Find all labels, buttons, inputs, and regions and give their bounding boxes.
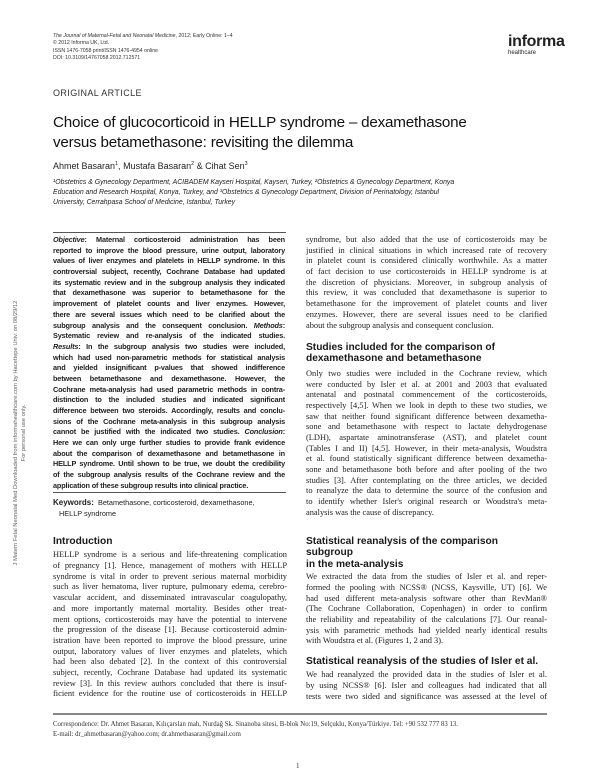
abstract-line	[53, 470, 285, 481]
text-line: and more importantly maternal mortality. Besides other treat-	[53, 603, 287, 613]
download-notice-line2: For personal use only.	[21, 404, 27, 462]
abstract-line	[53, 406, 285, 417]
abstract-label: Objective	[53, 235, 85, 244]
publisher-logo	[508, 33, 565, 57]
text-line: We had reanalyzed the provided data in the studies of Isler et al.	[306, 670, 547, 680]
abstract-label: Results	[53, 341, 79, 351]
abstract-text: Systematic review and re-analysis of the indicated studies.	[53, 331, 285, 341]
abstract-text: there are several issues which need to be clarified about the	[53, 309, 285, 319]
affiliation-line: ¹Obstetrics & Gynecology Department, ACIBADEM Kayseri Hospital, Kayseri, Turkey, ²Obstetrics & Gynecology Department, Konya	[53, 179, 455, 186]
section-reanalysis-subgroup	[306, 536, 547, 647]
author-sup: 1	[115, 161, 119, 167]
text-line: ysis with parametric methods had yielded nearly identical results	[306, 625, 547, 635]
abstract-text: about the comparison of dexamethasone and betamethasone in	[53, 448, 285, 458]
abstract-text: sions of the Cochrane meta-analysis in this subgroup analysis	[53, 416, 285, 426]
abstract-text: : In the subgroup analysis two studies were included,	[78, 341, 285, 351]
section-reanalysis-isler	[306, 656, 547, 702]
abstract-line	[53, 385, 285, 396]
abstract-line	[53, 246, 285, 257]
text-line: studies [3]. After contemplating on the three articles, we decided	[306, 475, 547, 485]
abstract-line	[53, 481, 285, 492]
affiliation-line: University, Cerrahpasa School of Medicine, Istanbul, Turkey	[53, 199, 236, 206]
abstract-text: cannot be justified with the indicated two studies.	[53, 427, 245, 437]
abstract-text: between betamethasone and dexamethasone. However, the	[53, 373, 285, 383]
title-line2: versus betamethasone: revisiting the dilemma	[53, 134, 354, 151]
abstract-text: and yielded insignificant p-values that showed indifference	[53, 363, 285, 373]
abstract-line	[53, 321, 285, 332]
text-line: We extracted the data from the studies of Isler et al. and reper-	[306, 572, 547, 582]
download-notice	[12, 243, 28, 623]
text-line: analysis was the cause of discrepancy.	[306, 507, 434, 517]
abstract-line	[53, 417, 285, 428]
text-line: in platelet count is considered clinically worthwhile. As a matter	[306, 256, 547, 266]
author-name: Cihat Sen	[205, 161, 245, 171]
abstract-text: its systematic review and in the subgroup analysis they indicated	[53, 277, 285, 287]
section-heading: Introduction	[53, 536, 113, 547]
text-line: vascular accident, and disseminated intravascular coagulopathy,	[53, 593, 287, 603]
footnote-rule	[53, 713, 547, 715]
article-title	[53, 113, 467, 153]
text-line: (Tables I and II) [4,5]. However, in their meta-analysis, Woudstra	[306, 443, 547, 453]
text-line: output, laboratory values of liver enzymes and platelets, which	[53, 646, 287, 656]
abstract-text: Cochrane meta-analysis had used parametric methods in contra-	[53, 384, 285, 394]
abstract-line	[53, 256, 285, 267]
section-heading: Statistical reanalysis of the comparison subgroup	[306, 536, 498, 559]
abstract-text: improvement of platelet counts and liver enzymes. However,	[53, 299, 285, 309]
abstract-text: subgroup analysis and the consequent conclusion.	[53, 320, 254, 330]
text-line: of pregnancy [1]. Hence, management of mothers with HELLP	[53, 561, 287, 571]
author-name: Mustafa Basaran	[123, 161, 192, 171]
keywords-label: Keywords:	[53, 498, 94, 507]
abstract-text: that dexamethasone was superior to betamethasone for the	[53, 288, 285, 298]
text-line: (The Cochrane Collaboration, Copenhagen) in order to confirm	[306, 604, 547, 614]
abstract-text: : Maternal corticosteroid administration has been	[84, 235, 285, 244]
text-line: syndrome, but also added that the use of corticosteroids may be	[306, 235, 547, 244]
abstract-line	[53, 299, 285, 310]
abstract-line	[53, 363, 285, 374]
text-line: to identify whether Isler's original research or Woudstra's meta-	[306, 497, 547, 507]
text-line: review [3]. In this review authors concluded that there is insuf-	[53, 678, 287, 688]
section-heading: Studies included for the comparison of	[306, 342, 496, 353]
keywords-text: HELLP syndrome	[59, 508, 117, 518]
text-line: justified in clinical situations in which increased rate of recovery	[306, 245, 547, 255]
abstract-text: distinction to the included studies and indicated significant	[53, 395, 285, 405]
author-sup: 2	[191, 161, 195, 167]
abstract-line	[53, 395, 285, 406]
author-sup: 3	[244, 161, 248, 167]
author-name: Ahmet Basaran	[53, 161, 116, 171]
text-line: this review, it was concluded that dexamethasone is superior to	[306, 288, 547, 298]
title-line1: Choice of glucocorticoid in HELLP syndrome – dexamethasone	[53, 114, 467, 131]
section-studies-included	[306, 342, 547, 518]
page-number: 1	[296, 762, 300, 770]
text-line: (LDH), aspartate aminotransferase (AST), and platelet count	[306, 432, 547, 442]
text-line: of fact decision to use corticosteroids in HELLP syndrome is at	[306, 267, 547, 277]
abstract-bottom-rule	[53, 492, 286, 493]
correspondence-address: Correspondence: Dr. Ahmet Basaran, Kılıçarslan mah, Nurdağ Sk. Sinanoba sitesi, B-blok No:19, Selçuklu, Konya/Türkiye. Tel: +90 532 777 83 13.	[53, 721, 458, 728]
section-heading: in the meta-analysis	[306, 558, 404, 570]
text-line: to reanalyze the data to determine the source of the confusion and	[306, 486, 547, 496]
abstract-line	[53, 459, 285, 470]
affiliation-line: Education and Research Hospital, Konya, Turkey, and ³Obstetrics & Gynecology Department, Division of Perinatology, Istanbul	[53, 189, 440, 196]
abstract-label: Methods	[253, 320, 283, 330]
author-separator: ,	[118, 161, 124, 171]
text-line: saw that neither found significant difference between dexametha-	[306, 411, 547, 421]
abstract-line	[53, 427, 285, 438]
abstract-line	[53, 449, 285, 460]
section-heading: Statistical reanalysis of the studies of Isler et al.	[306, 656, 539, 667]
text-line: had been also debated [2]. In the context of this controversial	[53, 657, 287, 667]
text-line: istration have been reported to improve the blood pressure, urine	[53, 635, 287, 645]
text-line: the reliability and repeatability of the calculations [7]. Our reanal-	[306, 614, 547, 624]
abstract-line	[53, 310, 285, 321]
abstract-text: Here we can only urge further studies to provide frank evidence	[53, 438, 285, 448]
affiliations	[53, 178, 553, 208]
abstract-text: application of these subgroup results into clinical practice.	[53, 480, 249, 490]
abstract-label: Conclusion	[244, 427, 283, 437]
article-type: ORIGINAL ARTICLE	[53, 88, 142, 98]
introduction-continued	[306, 235, 547, 331]
text-line: HELLP syndrome is a serious and life-threatening complication	[53, 550, 287, 560]
download-notice-line1: J Matern Fetal Neonatal Med Downloaded from informahealthcare.com by Hacettepe Univ. on 08/29/12	[13, 300, 19, 566]
abstract-text: difference between two steroids. Accordingly, results and conclu-	[53, 406, 285, 415]
doi: DOI: 10.3109/14767058.2012.712571	[53, 54, 141, 61]
abstract-line	[53, 235, 285, 246]
text-line: syndrome is vital in order to prevent serious maternal morbidity	[53, 571, 287, 581]
journal-title: The Journal of Maternal-Fetal and Neonatal Medicine	[53, 33, 176, 39]
text-line: sone and betamethasone both before and after pooling of the two	[306, 465, 547, 474]
abstract-text: controversial subject, recently, Cochrane Database had updated	[53, 267, 285, 277]
journal-header	[53, 33, 233, 62]
text-line: antenatal and postnatal commencement of the corticosteroids,	[306, 390, 547, 400]
abstract-text: which had used non-parametric methods for statistical analysis	[53, 352, 285, 362]
abstract-line	[53, 374, 285, 385]
abstract-line	[53, 342, 285, 353]
text-line: et al. found statistically significant difference between dexametha-	[306, 454, 547, 464]
abstract-text: HELLP syndrome. Until shown to be true, we doubt the credibility	[53, 459, 285, 469]
author-list	[53, 161, 248, 171]
copyright: © 2012 Informa UK, Ltd.	[53, 40, 110, 47]
text-line: with Woudstra et al. (Figures 1, 2 and 3).	[306, 636, 444, 646]
text-line: the progression of the disease [1]. Because corticosteroid admin-	[53, 625, 287, 635]
text-line: ment options, corticosteroids may have the potential to intervene	[53, 614, 287, 624]
abstract-text: reported to improve the blood pressure, urine output, laboratory	[53, 245, 285, 255]
abstract-top-rule	[53, 232, 286, 233]
abstract-text: :	[282, 320, 285, 330]
abstract-line	[53, 438, 285, 449]
text-line: betamethasone for the improvement of platelet counts and liver	[306, 299, 547, 309]
logo-name: informa	[508, 33, 565, 50]
logo-sub: healthcare	[508, 50, 537, 56]
correspondence-email: E-mail: dr_ahmetbasaran@yahoo.com; dr.ahmetbasaran@gmail.com	[53, 730, 241, 738]
abstract-text: values of liver enzymes and platelets in HELLP syndrome. In this	[53, 256, 285, 266]
text-line: formed the pooling with NCSS® (NCSS, Kaysville, UT) [6]. We	[306, 582, 547, 592]
correspondence	[53, 720, 458, 739]
text-line: tests were two sided and significance was assessed at the level of	[306, 691, 547, 701]
abstract-line	[53, 353, 285, 364]
abstract-line	[53, 288, 285, 299]
abstract	[53, 235, 285, 492]
abstract-text: :	[282, 427, 285, 437]
abstract-line	[53, 267, 285, 278]
text-line: respectively [4,5]. When we look in depth to these two studies, we	[306, 400, 547, 410]
abstract-line	[53, 331, 285, 342]
text-line: subject, recently, Cochrane Database had updated its systematic	[53, 667, 287, 677]
text-line: were conducted by Isler et al. at 2001 and 2003 that evaluated	[306, 379, 547, 389]
text-line: the discretion of physicians. Moreover, in subgroup analysis of	[306, 277, 547, 287]
author-separator: &	[194, 161, 206, 171]
text-line: sone and betamethasone with respect to lactate dehydrogenase	[306, 422, 547, 432]
text-line: such as liver hematoma, liver rupture, pulmonary edema, cerebro-	[53, 582, 287, 592]
text-line: ficient evidence for the routine use of corticosteroids in HELLP	[53, 689, 287, 699]
issn: ISSN 1476-7058 print/ISSN 1476-4954 online	[53, 47, 158, 54]
text-line: enzymes. However, there are several issues need to be clarified	[306, 309, 547, 319]
text-line: Only two studies were included in the Cochrane review, which	[306, 368, 547, 378]
section-heading: dexamethasone and betamethasone	[306, 353, 482, 365]
keywords-text: Betamethasone, corticosteroid, dexamethasone,	[97, 498, 255, 507]
section-introduction	[53, 536, 287, 700]
text-line: by using NCSS® [6]. Isler and colleagues had indicated that all	[306, 681, 547, 691]
text-line: about the subgroup analysis and consequent conclusion.	[306, 320, 494, 330]
keywords	[53, 498, 255, 519]
abstract-line	[53, 278, 285, 289]
text-line: had used different meta-analysis software other than RevMan®	[306, 593, 547, 603]
journal-info: , 2012; Early Online: 1–4	[175, 33, 233, 39]
abstract-text: of the subgroup analysis results of the Cochrane review and the	[53, 470, 285, 480]
